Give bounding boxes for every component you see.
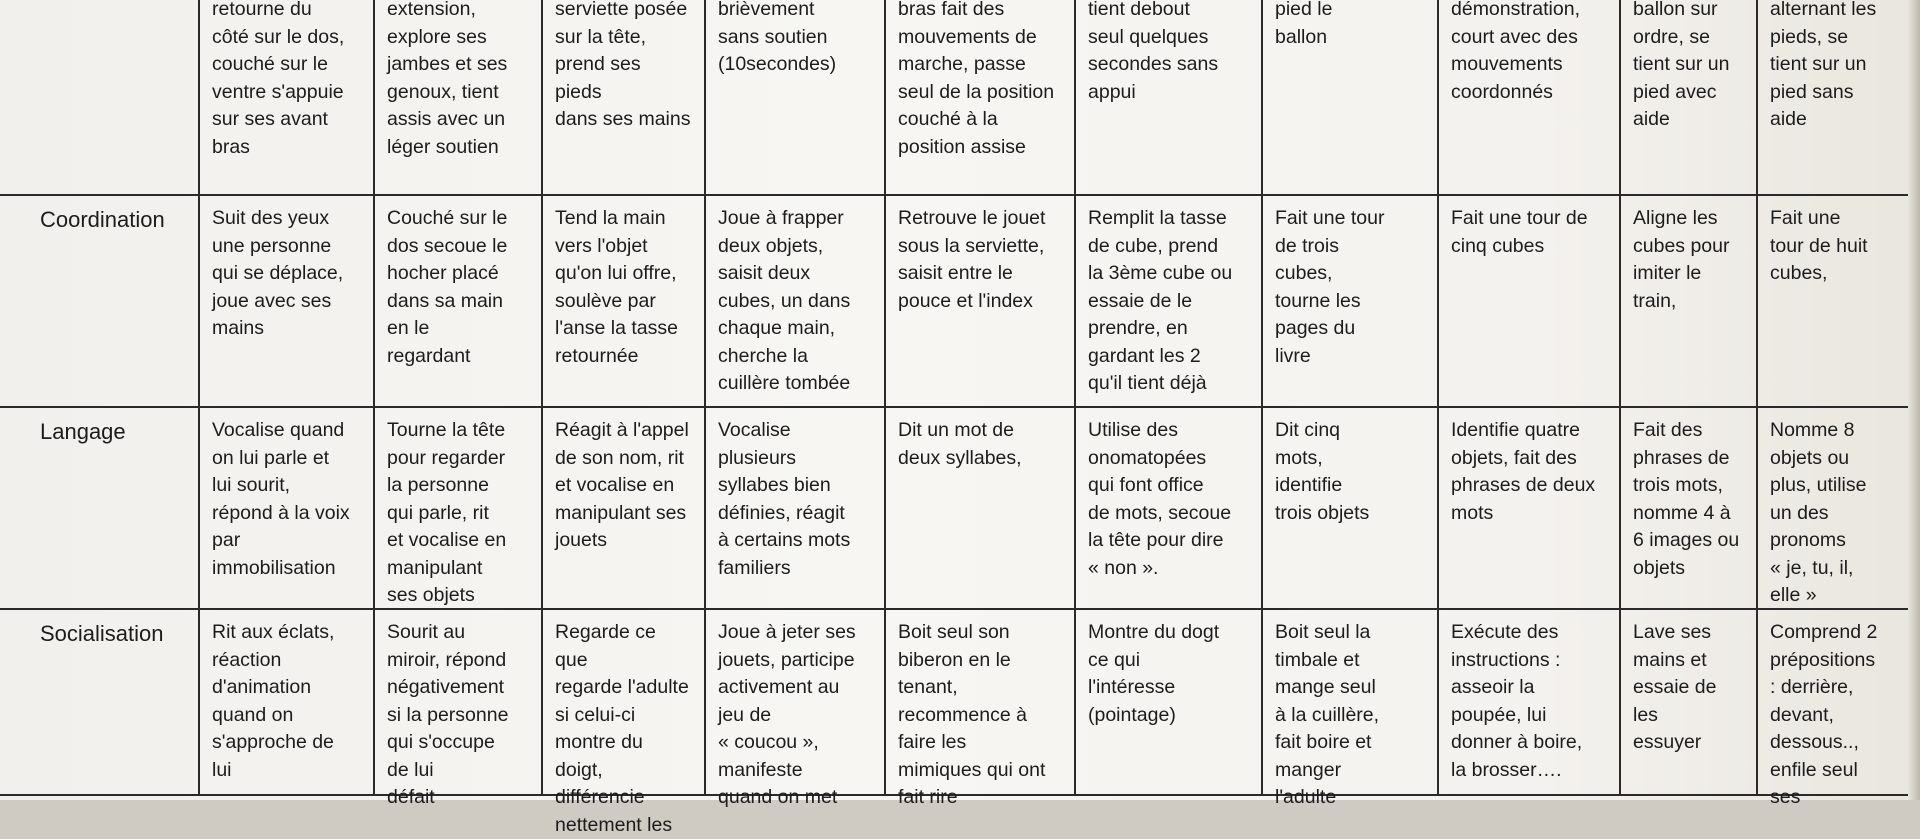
table-cell: Montre du dogt ce qui l'intéresse (pointage) xyxy=(1076,610,1263,796)
table-cell: pied le ballon xyxy=(1263,0,1439,196)
table-cell: ballon sur ordre, se tient sur un pied avec aide xyxy=(1621,0,1758,196)
page-edge xyxy=(1908,0,1920,800)
table-cell: Exécute des instructions : asseoir la poupée, lui donner à boire, la brosser…. xyxy=(1439,610,1621,796)
table-cell: Fait une tour de huit cubes, xyxy=(1758,196,1910,408)
table-cell: Dit cinq mots, identifie trois objets xyxy=(1263,408,1439,610)
table-cell: serviette posée sur la tête, prend ses pieds dans ses mains xyxy=(543,0,706,196)
table-cell: Tend la main vers l'objet qu'on lui offre, soulève par l'anse la tasse retournée xyxy=(543,196,706,408)
row-label xyxy=(0,0,200,196)
table-cell: Suit des yeux une personne qui se déplace, joue avec ses mains xyxy=(200,196,375,408)
table-cell: alternant les pieds, se tient sur un pied sans aide xyxy=(1758,0,1910,196)
table-cell: Fait une tour de cinq cubes xyxy=(1439,196,1621,408)
table-cell: démonstration, court avec des mouvements coordonnés xyxy=(1439,0,1621,196)
table-cell: Joue à frapper deux objets, saisit deux cubes, un dans chaque main, cherche la cuillère tombée xyxy=(706,196,886,408)
table-cell: Retrouve le jouet sous la serviette, saisit entre le pouce et l'index xyxy=(886,196,1076,408)
table-cell: Comprend 2 prépositions : derrière, devant, dessous.., enfile seul ses xyxy=(1758,610,1910,796)
table-cell: retourne du côté sur le dos, couché sur le ventre s'appuie sur ses avant bras xyxy=(200,0,375,196)
table-cell: brièvement sans soutien (10secondes) xyxy=(706,0,886,196)
table-cell: Tourne la tête pour regarder la personne qui parle, rit et vocalise en manipulant ses objets xyxy=(375,408,543,610)
table-cell: Utilise des onomatopées qui font office de mots, secoue la tête pour dire « non ». xyxy=(1076,408,1263,610)
table-cell: Fait une tour de trois cubes, tourne les pages du livre xyxy=(1263,196,1439,408)
table-cell: Rit aux éclats, réaction d'animation quand on s'approche de lui xyxy=(200,610,375,796)
table-cell: Fait des phrases de trois mots, nomme 4 à 6 images ou objets xyxy=(1621,408,1758,610)
table-cell: Identifie quatre objets, fait des phrases de deux mots xyxy=(1439,408,1621,610)
table-cell: Réagit à l'appel de son nom, rit et vocalise en manipulant ses jouets xyxy=(543,408,706,610)
table-cell: Nomme 8 objets ou plus, utilise un des pronoms « je, tu, il, elle » xyxy=(1758,408,1910,610)
table-cell: Dit un mot de deux syllabes, xyxy=(886,408,1076,610)
table-cell: Vocalise plusieurs syllabes bien définies, réagit à certains mots familiers xyxy=(706,408,886,610)
table-cell: Lave ses mains et essaie de les essuyer xyxy=(1621,610,1758,796)
table-cell: Couché sur le dos secoue le hocher placé dans sa main en le regardant xyxy=(375,196,543,408)
table-cell: Boit seul son biberon en le tenant, recommence à faire les mimiques qui ont fait rire xyxy=(886,610,1076,796)
table-cell: Regarde ce que regarde l'adulte si celui-ci montre du doigt, différencie nettement les xyxy=(543,610,706,796)
table-cell: tient debout seul quelques secondes sans appui xyxy=(1076,0,1263,196)
table-cell: bras fait des mouvements de marche, passe seul de la position couché à la position assise xyxy=(886,0,1076,196)
row-label: Langage xyxy=(0,408,200,610)
table-cell: Boit seul la timbale et mange seul à la cuillère, fait boire et manger l'adulte xyxy=(1263,610,1439,796)
table-cell: extension, explore ses jambes et ses genoux, tient assis avec un léger soutien xyxy=(375,0,543,196)
row-label: Socialisation xyxy=(0,610,200,796)
table-cell: Joue à jeter ses jouets, participe activement au jeu de « coucou », manifeste quand on met xyxy=(706,610,886,796)
table-cell: Remplit la tasse de cube, prend la 3ème cube ou essaie de le prendre, en gardant les 2 qu'il tient déjà xyxy=(1076,196,1263,408)
table-cell: Aligne les cubes pour imiter le train, xyxy=(1621,196,1758,408)
table-cell: Sourit au miroir, répond négativement si la personne qui s'occupe de lui défait xyxy=(375,610,543,796)
table-cell: Vocalise quand on lui parle et lui sourit, répond à la voix par immobilisation xyxy=(200,408,375,610)
row-label: Coordination xyxy=(0,196,200,408)
